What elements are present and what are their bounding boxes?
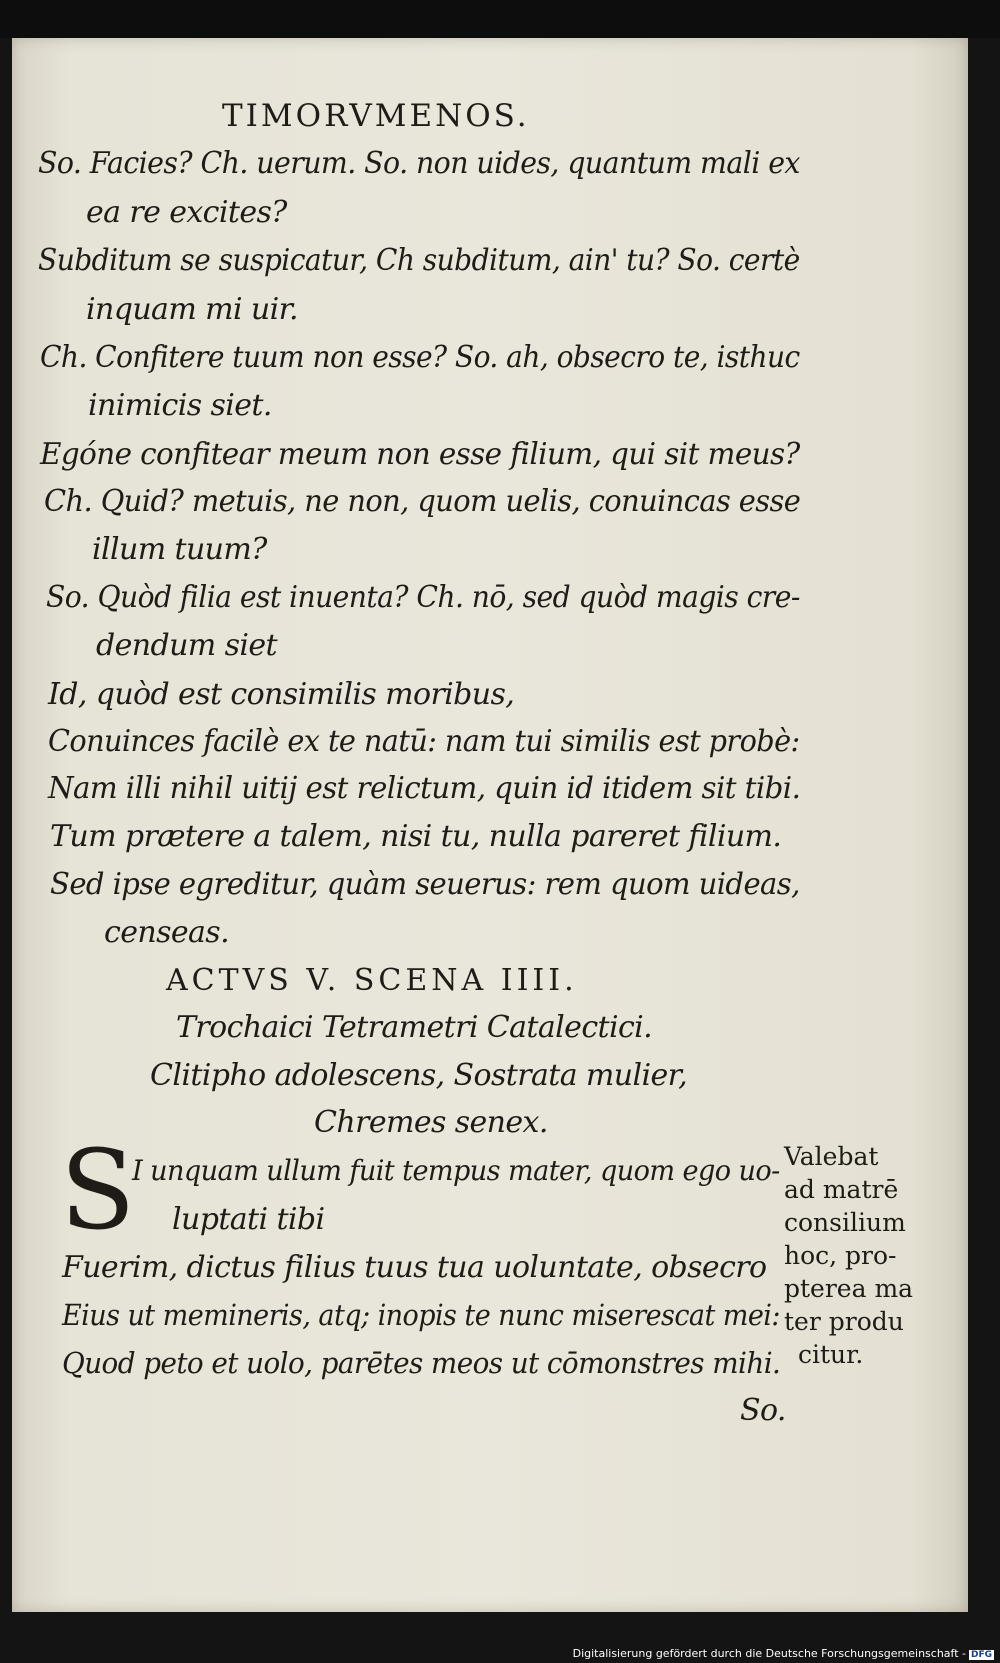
digitization-footer xyxy=(573,1647,994,1660)
meter-heading: Trochaici Tetrametri Catalectici. xyxy=(176,1010,653,1045)
marginal-note-line: hoc, pro- xyxy=(784,1241,897,1270)
text-line: Eius ut memineris, atq; inopis te nunc miserescat mei: xyxy=(62,1298,780,1332)
text-line: Conuinces facilè ex te natū: nam tui similis est probè: xyxy=(48,724,800,759)
text-line: I unquam ullum fuit tempus mater, quom ego uo- xyxy=(132,1154,780,1187)
text-line: inquam mi uir. xyxy=(86,292,298,327)
scan-top-edge xyxy=(0,0,1000,38)
text-line: illum tuum? xyxy=(92,532,267,567)
act-scene-heading: ACTVS V. SCENA IIII. xyxy=(166,963,578,998)
text-line: luptati tibi xyxy=(172,1202,325,1237)
text-line: Ch. Quid? metuis, ne non, quom uelis, conuincas esse xyxy=(44,484,801,519)
footer-text: Digitalisierung gefördert durch die Deutsche Forschungsgemeinschaft - xyxy=(572,1647,966,1660)
running-header: TIMORVMENOS. xyxy=(222,98,530,134)
marginal-note-line: pterea ma xyxy=(784,1274,914,1303)
characters-line: Clitipho adolescens, Sostrata mulier, xyxy=(150,1058,688,1093)
characters-line: Chremes senex. xyxy=(314,1105,548,1140)
text-line: Egóne confitear meum non esse filium, qui sit meus? xyxy=(40,437,800,472)
text-line: Subditum se suspicatur, Ch subditum, ain' tu? So. certè xyxy=(38,243,800,278)
text-line: Sed ipse egreditur, quàm seuerus: rem quom uideas, xyxy=(50,867,800,902)
marginal-note-line: citur. xyxy=(798,1340,864,1369)
catchword: So. xyxy=(740,1393,786,1428)
marginal-note-line: consilium xyxy=(784,1208,906,1237)
text-line: Nam illi nihil uitij est relictum, quin id itidem sit tibi. xyxy=(48,771,801,806)
text-line: Tum prætere a talem, nisi tu, nulla pareret filium. xyxy=(50,819,782,854)
text-line: Quod peto et uolo, parētes meos ut cōmonstres mihi. xyxy=(62,1346,781,1380)
text-line: dendum siet xyxy=(96,628,277,663)
marginal-note-line: Valebat xyxy=(784,1142,879,1171)
text-line: Fuerim, dictus filius tuus tua uoluntate, obsecro xyxy=(62,1250,767,1285)
dfg-logo: DFG xyxy=(970,1650,992,1660)
text-line: inimicis siet. xyxy=(88,388,272,423)
marginal-note-line: ad matrē xyxy=(784,1175,899,1204)
text-line: censeas. xyxy=(104,915,230,950)
drop-cap-letter: S xyxy=(60,1126,136,1254)
text-line: Id, quòd est consimilis moribus, xyxy=(48,677,515,712)
text-line: ea re excites? xyxy=(86,195,287,230)
text-line: Ch. Confitere tuum non esse? So. ah, obsecro te, isthuc xyxy=(40,340,800,375)
text-line: So. Facies? Ch. uerum. So. non uides, quantum mali ex xyxy=(38,146,800,181)
marginal-note-line: ter produ xyxy=(784,1307,904,1336)
text-line: So. Quòd filia est inuenta? Ch. nō, sed quòd magis cre- xyxy=(46,580,800,615)
